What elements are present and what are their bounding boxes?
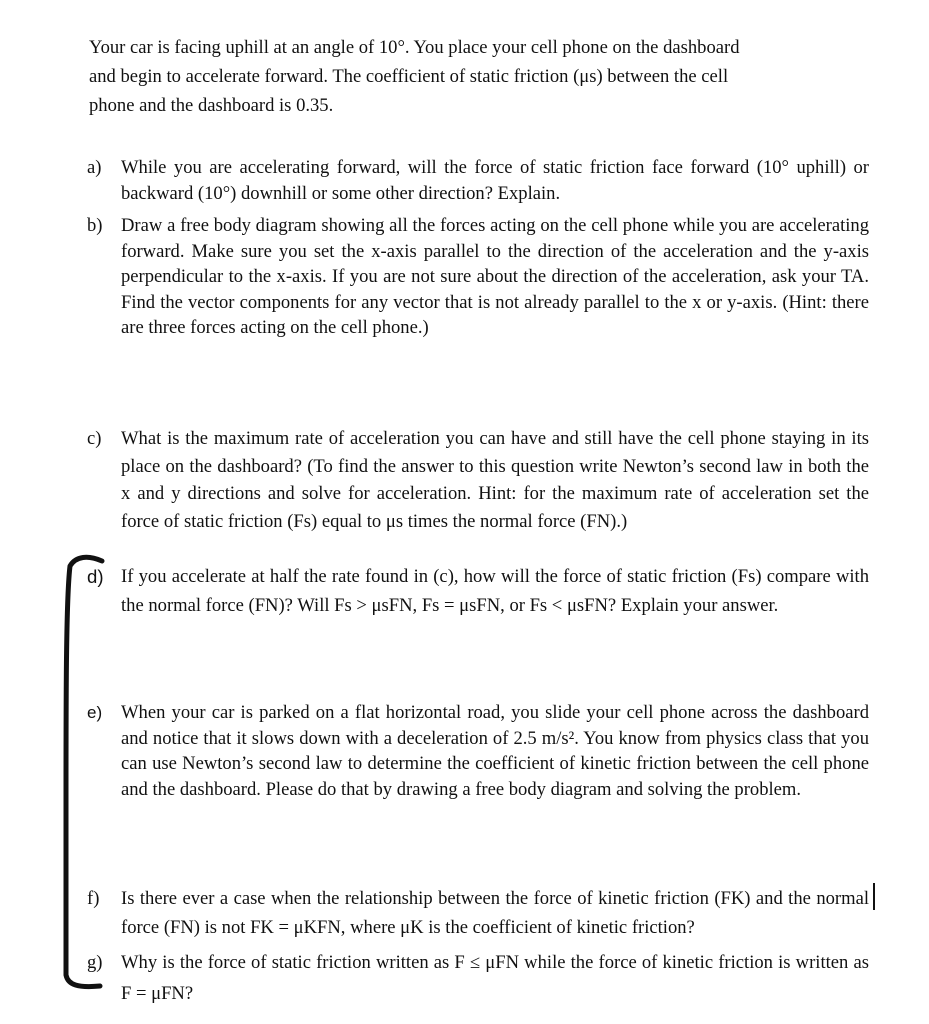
question-g <box>87 947 869 1009</box>
question-e-label: e) <box>87 703 103 722</box>
question-f <box>87 884 869 942</box>
question-d <box>87 562 869 620</box>
question-f-text: Is there ever a case when the relationship between the force of kinetic friction (FK) and the normal force (FN) is not FK = μKFN, where μK is the coefficient of kinetic friction? <box>121 888 869 938</box>
question-c-label: c) <box>87 428 102 449</box>
question-e-text: When your car is parked on a flat horizontal road, you slide your cell phone across the dashboard and notice that it slows down with a deceleration of 2.5 m/s². You know from physics class that you can use Newton’s second law to determine the coefficient of kinetic friction between the cell phone and the dashboard. Please do that by drawing a free body diagram and solving the problem. <box>121 702 869 800</box>
question-a-label: a) <box>87 157 102 178</box>
question-a <box>87 155 869 206</box>
question-b-label: b) <box>87 215 103 236</box>
text-cursor <box>873 883 875 910</box>
question-g-text: Why is the force of static friction written as F ≤ μFN while the force of kinetic friction is written as F = μFN? <box>121 952 869 1004</box>
intro-line-2: and begin to accelerate forward. The coefficient of static friction (μs) between the cell <box>89 66 729 87</box>
question-b <box>87 213 869 341</box>
question-d-text: If you accelerate at half the rate found in (c), how will the force of static friction (Fs) compare with the normal force (FN)? Will Fs > μsFN, Fs = μsFN, or Fs < μsFN? Explain your answer. <box>121 566 869 616</box>
intro-line-3: phone and the dashboard is 0.35. <box>89 95 334 116</box>
intro-paragraph <box>89 33 869 120</box>
question-c <box>87 425 869 535</box>
question-d-label: d) <box>87 566 104 587</box>
question-b-text: Draw a free body diagram showing all the forces acting on the cell phone while you are accelerating forward. Make sure you set the x-axis parallel to the direction of the acceleration and the y-axis perpendicular to the x-axis. If you are not sure about the direction of the acceleration, ask your TA. Find the vector components for any vector that is not already parallel to the x or y-axis. (Hint: there are three forces acting on the cell phone.) <box>121 215 869 339</box>
question-g-label: g) <box>87 952 103 973</box>
question-a-text: While you are accelerating forward, will the force of static friction face forward (10° uphill) or backward (10°) downhill or some other direction? Explain. <box>121 157 869 204</box>
question-c-text: What is the maximum rate of acceleration you can have and still have the cell phone staying in its place on the dashboard? (To find the answer to this question write Newton’s second law in both the x and y directions and solve for acceleration. Hint: for the maximum rate of acceleration set the force of static friction (Fs) equal to μs times the normal force (FN).) <box>121 428 869 532</box>
question-f-label: f) <box>87 888 100 909</box>
question-e <box>87 700 869 802</box>
intro-line-1: Your car is facing uphill at an angle of 10°. You place your cell phone on the dashboard <box>89 37 740 58</box>
